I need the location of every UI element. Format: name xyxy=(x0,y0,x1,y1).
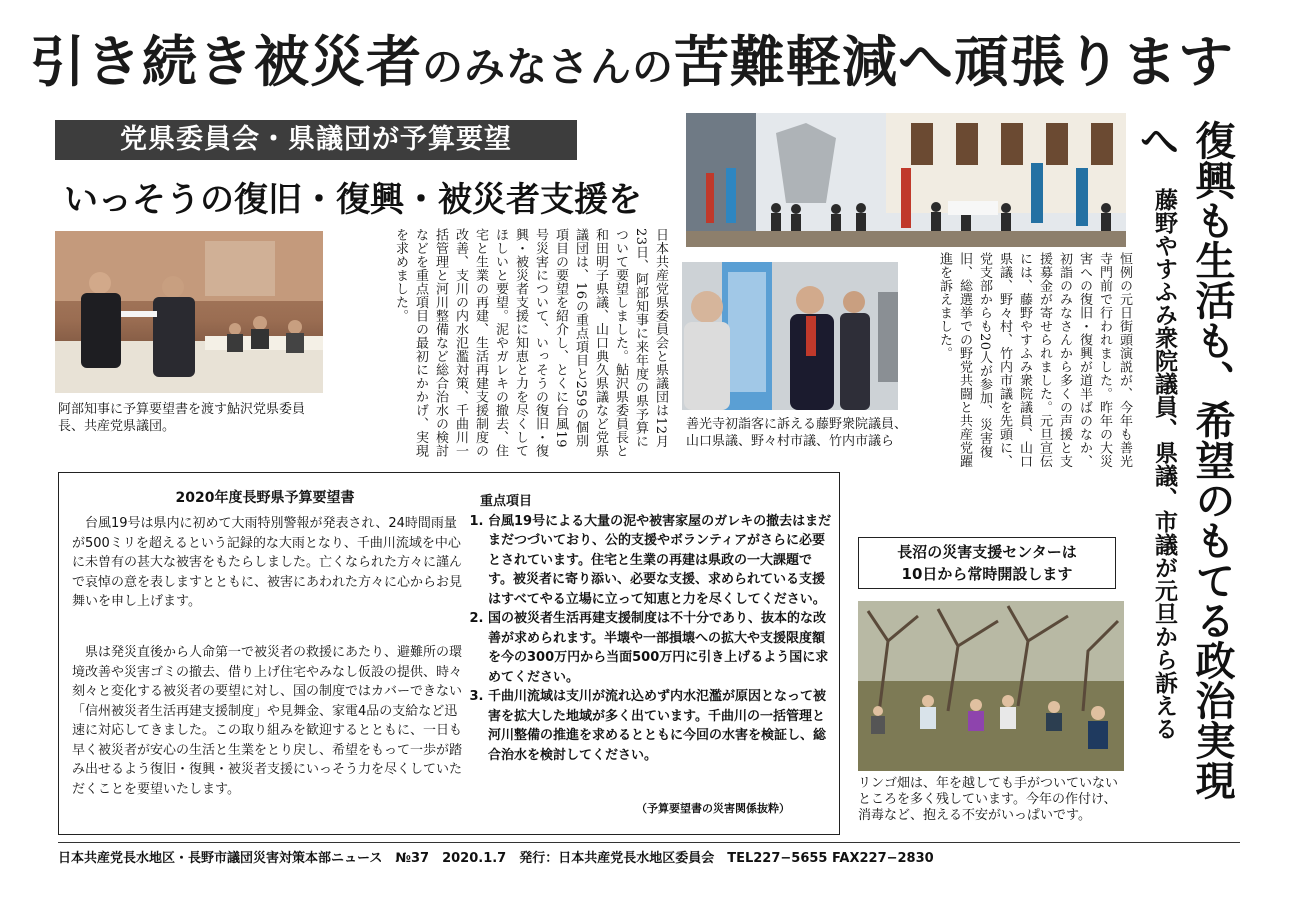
meeting-photo-illustration xyxy=(55,231,323,393)
budget-article: 日本共産党県委員会と県議団は12月23日、阿部知事に来年度の県予算について要望しました。鮎沢県委員長と和田明子県議、山口典久県議など党県議団は、16の重点項目と259の個別項目の要望を紹介し、とくに台風19号災害について、いっそうの復旧・復興・被災者支援に知恵と力を尽くしてほしいと要望。泥やガレキの撤去、住宅と生業の再建、生活再建支援制度の改善、支川の内水氾濫対策、千曲川一括管理と河川整備など総合治水の検討などを重点項目の最初にかかげ、実現を求めました。 xyxy=(393,228,668,458)
newyear-article: 恒例の元日街頭演説が、今年も善光寺門前で行われました。昨年の大災害への復旧・復興が道半ばのなか、初詣のみなさんから多くの声援と支援募金が寄せられました。元旦宣伝には、藤野やすふみ衆院議員、山口県議、野々村、竹内市議を先頭に、党支部からも20人が参加、災害復旧、総選挙での野党共闘と共産党躍進を訴えました。 xyxy=(937,252,1132,468)
budget-request-paragraph-1 xyxy=(72,514,462,612)
notice-line-2: 10日から常時開設します xyxy=(901,565,1073,583)
zenkoji-gate-photo xyxy=(686,113,1126,247)
meeting-photo-caption: 阿部知事に予算要望書を渡す鮎沢党県委員長、共産党県議団。 xyxy=(58,402,306,434)
vertical-sub-headline: 藤野やすふみ衆院議員、県議、市議が元旦から訴える xyxy=(1151,188,1177,740)
meeting-photo xyxy=(55,231,323,393)
budget-request-paragraph-2-text: 県は発災直後から人命第一で被災者の救援にあたり、避難所の環境改善や災害ゴミの撤去、借り上げ住宅やみなし仮設の提供、時々刻々と変化する被災者の要望に対し、国の制度ではカバーできない「信州被災者生活再建支援制度」や見舞金、家電4品の支給など迅速に対応してきました。この取り組みを歓迎するとともに、一日も早く被災者が安心の生活と生業をとり戻し、希望をもって一歩が踏み出せるよう復旧・復興・被災者支援にいっそう力を尽くしていただくことを要望いたします。 xyxy=(72,645,463,797)
budget-request-source-note: （予算要望書の災害関係抜粋） xyxy=(636,802,790,815)
vertical-main-headline: 復興も生活も、希望のもてる政治実現へ xyxy=(1133,120,1236,800)
apple-orchard-caption: リンゴ畑は、年を越しても手がついていないところを多く残しています。今年の作付け、消毒など、抱える不安がいっぱいです。 xyxy=(858,776,1119,823)
section-subhead: いっそうの復旧・復興・被災者支援を xyxy=(64,180,642,220)
zenkoji-gate-illustration xyxy=(686,113,1126,247)
apple-orchard-photo xyxy=(858,601,1124,771)
speech-photo-caption: 善光寺初詣客に訴える藤野衆院議員、山口県議、野々村市議、竹内市議ら xyxy=(686,417,908,449)
headline-part-1: 引き続き被災者 xyxy=(30,30,423,94)
budget-request-title: 2020年度長野県予算要望書 xyxy=(175,490,355,506)
priority-items-list xyxy=(470,512,832,766)
headline-part-4: 苦難軽減へ頑張ります xyxy=(674,30,1235,94)
apple-orchard-illustration xyxy=(858,601,1124,771)
priority-items xyxy=(470,492,832,765)
footer-rule xyxy=(58,842,1240,843)
priority-item-3: 3. 千曲川流域は支川が流れ込めず内水氾濫が原因となって被害を拡大した地域が多く出ています。千曲川の一括管理と河川整備の推進を求めるとともに今回の水害を検証し、総合治水を検討してください。 xyxy=(488,687,832,765)
support-center-notice xyxy=(858,537,1116,589)
priority-item-1: 1. 台風19号による大量の泥や被害家屋のガレキの撤去はまだまだつづいており、公的支援やボランティアがさらに必要とされています。住宅と生業の再建は県政の一大課題です。被災者に寄り添い、必要な支援、求められている支援はすべてやる立場に立って知恵と力を尽くしてください。 xyxy=(488,512,832,610)
priority-item-2: 2. 国の被災者生活再建支援制度は不十分であり、抜本的な改善が求められます。半壊や一部損壊への拡大や支援限度額を今の300万円から当面500万円に引き上げるよう国に求めてください。 xyxy=(488,609,832,687)
newsletter-footer: 日本共産党長水地区・長野市議団災害対策本部ニュース №37 2020.1.7 発行：日本共産党長水地区委員会 TEL227−5655 FAX227−2830 xyxy=(58,851,934,866)
budget-request-paragraph-1-text: 台風19号は県内に初めて大雨特別警報が発表され、24時間雨量が500ミリを超えるという記録的な大雨となり、千曲川流域を中心に未曽有の甚大な被害をもたらしました。亡くなられた方々に謹んで哀悼の意を表しますとともに、被害にあわれた方々に心からお見舞いを申し上げます。 xyxy=(72,516,463,609)
page-headline xyxy=(30,22,1270,102)
headline-part-3: の xyxy=(632,43,675,91)
section-banner: 党県委員会・県議団が予算要望 xyxy=(55,120,577,160)
notice-line-1: 長沼の災害支援センターは xyxy=(897,543,1077,561)
priority-items-title: 重点項目 xyxy=(480,494,533,509)
speech-photo-illustration xyxy=(682,262,898,410)
headline-part-2: のみなさん xyxy=(422,43,633,91)
speech-photo xyxy=(682,262,898,410)
budget-request-paragraph-2 xyxy=(72,643,462,799)
